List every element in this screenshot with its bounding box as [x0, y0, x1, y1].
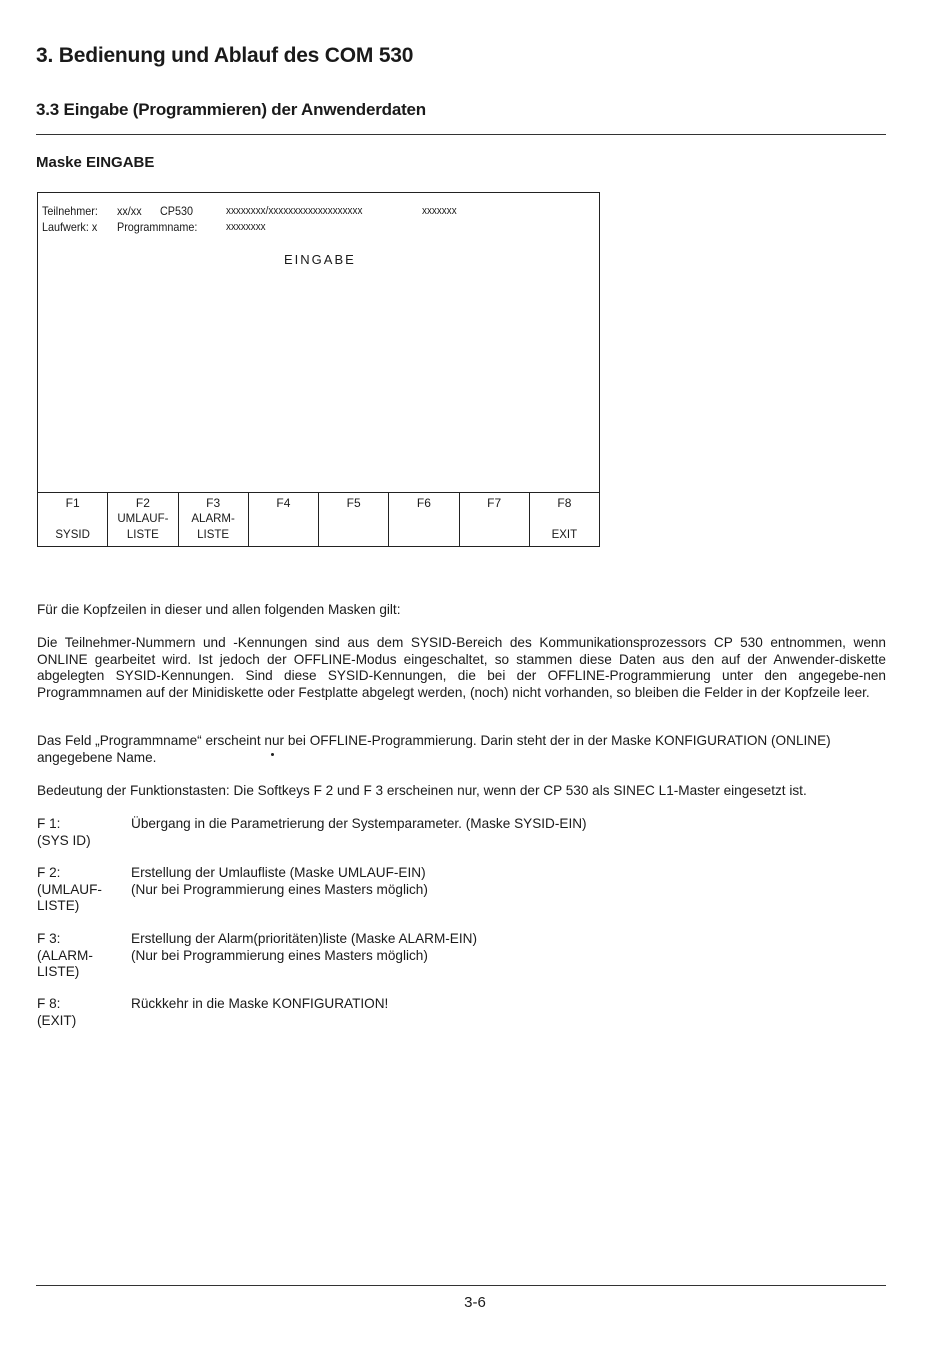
intro-paragraph: Für die Kopfzeilen in dieser und allen folgenden Masken gilt:	[37, 602, 401, 617]
top-rule	[36, 134, 886, 135]
key-f1: F 1: (SYS ID)	[37, 816, 91, 848]
stray-dot	[271, 753, 274, 756]
laufwerk-label: Laufwerk: x	[42, 220, 98, 234]
teilnehmer-value: xx/xx	[117, 204, 142, 218]
fkey-line1: ALARM-	[191, 513, 235, 525]
fkey-f5[interactable]	[319, 493, 389, 547]
fkey-line1: UMLAUF-	[117, 513, 169, 525]
teilnehmer-label: Teilnehmer:	[42, 204, 98, 218]
fkey-label: F1	[65, 496, 80, 510]
fkey-line2: LISTE	[126, 529, 159, 541]
fkey-f4[interactable]	[249, 493, 319, 547]
cp-label: CP530	[160, 204, 194, 218]
id-field: xxxxxxxx/xxxxxxxxxxxxxxxxxxx	[226, 205, 363, 217]
fkey-label: F7	[487, 496, 502, 510]
key-f3-description: Erstellung der Alarm(prioritäten)liste (Maske ALARM-EIN) (Nur bei Programmierung eines Masters möglich)	[131, 931, 477, 963]
key-f1-description: Übergang in die Parametrierung der Systemparameter. (Maske SYSID-EIN)	[131, 816, 587, 831]
fkey-line2: SYSID	[55, 529, 90, 541]
fkey-label: F5	[346, 496, 361, 510]
fkey-f3[interactable]	[179, 493, 249, 547]
bottom-rule	[36, 1285, 886, 1286]
fkey-f8[interactable]	[530, 493, 599, 547]
page-number: 3-6	[464, 1294, 486, 1311]
fkey-label: F6	[416, 496, 431, 510]
key-f2: F 2: (UMLAUF- LISTE)	[37, 865, 102, 913]
screen-title: EINGABE	[284, 252, 356, 267]
fkey-label: F8	[557, 496, 572, 510]
fkey-f6[interactable]	[389, 493, 459, 547]
fkey-label: F4	[276, 496, 291, 510]
key-f8-description: Rückkehr in die Maske KONFIGURATION!	[131, 996, 389, 1011]
fkey-label: F2	[135, 496, 150, 510]
fkey-line2: EXIT	[551, 529, 578, 541]
section-heading: 3.3 Eingabe (Programmieren) der Anwenderdaten	[36, 100, 426, 119]
body-paragraph: Bedeutung der Funktionstasten: Die Softkeys F 2 und F 3 erscheinen nur, wenn der CP 530 als SINEC L1-Master eingesetzt ist.	[37, 783, 807, 798]
programmname-label: Programmname:	[117, 220, 198, 234]
key-f2-description: Erstellung der Umlaufliste (Maske UMLAUF-EIN) (Nur bei Programmierung eines Masters möglich)	[131, 865, 428, 897]
key-f8: F 8: (EXIT)	[37, 996, 77, 1028]
extra-field: xxxxxxx	[422, 205, 457, 217]
fkey-line2: LISTE	[197, 529, 230, 541]
page-heading: 3. Bedienung und Ablauf des COM 530	[36, 44, 414, 67]
fkey-label: F3	[206, 496, 221, 510]
fkey-f2[interactable]	[108, 493, 178, 547]
mask-title: Maske EINGABE	[36, 154, 155, 171]
eingabe-screen-mockup	[37, 192, 600, 547]
fkey-f1[interactable]	[38, 493, 108, 547]
function-key-bar	[38, 492, 599, 547]
body-paragraph: Das Feld „Programmname“ erscheint nur bei OFFLINE-Programmierung. Darin steht der in der Maske KONFIGURATION (ONLINE) angegebene Name.	[37, 733, 831, 765]
key-f3: F 3: (ALARM- LISTE)	[37, 931, 93, 979]
fkey-f7[interactable]	[460, 493, 530, 547]
programmname-value: xxxxxxxx	[226, 221, 266, 233]
body-paragraph: Die Teilnehmer-Nummern und -Kennungen sind aus dem SYSID-Bereich des Kommunikationsprozessors CP 530 entnommen, wenn ONLINE gearbeitet wird. Ist jedoch der OFFLINE-Modus eingeschaltet, so stammen diese Daten aus den auf der Anwender-diskette abgelegten SYSID-Kennungen. Sind diese SYSID-Kennungen, die bei der OFFLINE-Programmierung unter den angegebe-nen Programmnamen auf der Minidiskette oder Festplatte abgelegt werden, (noch) nicht vorhanden, so bleiben die Felder in der Kopfzeile leer.	[37, 635, 886, 700]
